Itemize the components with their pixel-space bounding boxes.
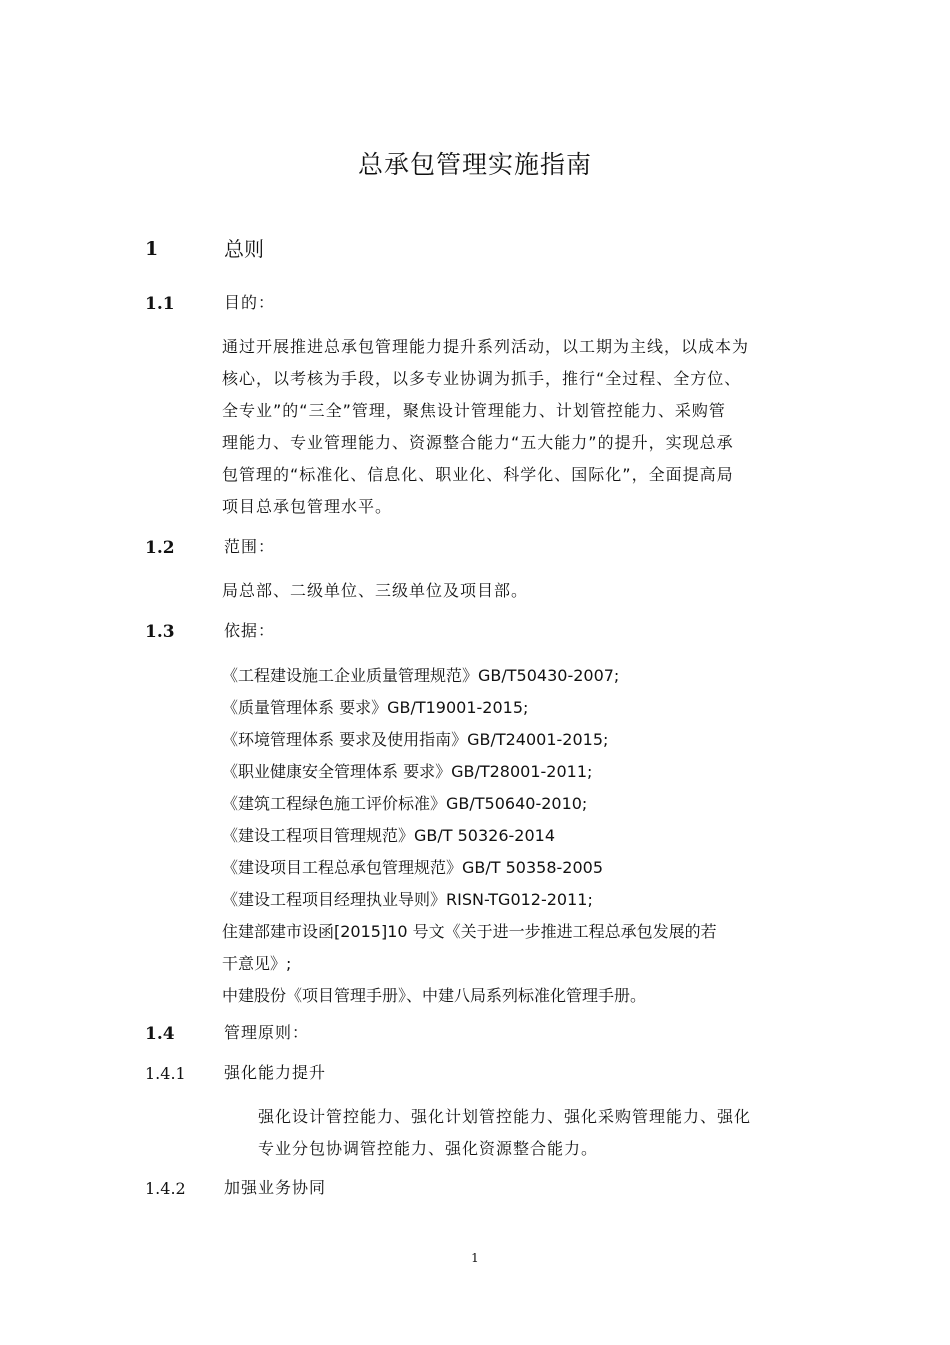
reference-item: 《质量管理体系 要求》GB/T19001-2015; — [222, 698, 529, 717]
reference-item: 《环境管理体系 要求及使用指南》GB/T24001-2015; — [222, 730, 609, 749]
reference-item: 住建部建市设函[2015]10 号文《关于进一步推进工程总承包发展的若 — [222, 922, 717, 941]
paragraph-line: 项目总承包管理水平。 — [222, 497, 393, 516]
document-title: 总承包管理实施指南 — [357, 150, 592, 179]
section-1-4-2-number: 1.4.2 — [145, 1179, 186, 1198]
section-1-4-1-heading: 强化能力提升 — [224, 1063, 327, 1082]
section-1-heading: 总则 — [224, 237, 264, 261]
reference-item: 《建筑工程绿色施工评价标准》GB/T50640-2010; — [222, 794, 588, 813]
paragraph-line: 通过开展推进总承包管理能力提升系列活动，以工期为主线，以成本为 — [222, 337, 750, 356]
paragraph-line: 全专业”的“三全”管理，聚焦设计管理能力、计划管控能力、采购管 — [222, 401, 726, 420]
section-1-3-number: 1.3 — [145, 622, 175, 642]
reference-item: 中建股份《项目管理手册》、中建八局系列标准化管理手册。 — [222, 986, 647, 1005]
section-1-3-heading: 依据： — [224, 621, 276, 640]
section-1-number: 1 — [145, 238, 159, 260]
reference-item: 干意见》; — [222, 954, 292, 973]
paragraph-line: 专业分包协调管控能力、强化资源整合能力。 — [258, 1139, 599, 1158]
section-1-4-1-paragraph — [258, 1101, 818, 1165]
reference-item: 《建设工程项目经理执业导则》RISN-TG012-2011; — [222, 890, 593, 909]
reference-item: 《建设项目工程总承包管理规范》GB/T 50358-2005 — [222, 858, 604, 877]
section-1-4-2-heading: 加强业务协同 — [224, 1178, 327, 1197]
reference-list — [222, 660, 717, 1012]
section-1-2-number: 1.2 — [145, 538, 175, 558]
reference-item: 《工程建设施工企业质量管理规范》GB/T50430-2007; — [222, 666, 620, 685]
paragraph-line: 强化设计管控能力、强化计划管控能力、强化采购管理能力、强化 — [258, 1107, 752, 1126]
section-1-1-heading: 目的： — [224, 293, 276, 312]
section-1-4-number: 1.4 — [145, 1024, 175, 1044]
section-1-2-paragraph: 局总部、二级单位、三级单位及项目部。 — [222, 581, 529, 600]
section-1-1-paragraph — [222, 331, 812, 523]
reference-item: 《建设工程项目管理规范》GB/T 50326-2014 — [222, 826, 556, 845]
section-1-4-1-number: 1.4.1 — [145, 1064, 186, 1083]
paragraph-line: 理能力、专业管理能力、资源整合能力“五大能力”的提升，实现总承 — [222, 433, 734, 452]
section-1-4-heading: 管理原则： — [224, 1023, 310, 1042]
paragraph-line: 核心，以考核为手段，以多专业协调为抓手，推行“全过程、全方位、 — [222, 369, 742, 388]
reference-item: 《职业健康安全管理体系 要求》GB/T28001-2011; — [222, 762, 593, 781]
section-1-1-number: 1.1 — [145, 294, 175, 314]
section-1-2-heading: 范围： — [224, 537, 276, 556]
page-number: 1 — [471, 1251, 479, 1265]
paragraph-line: 包管理的“标准化、信息化、职业化、科学化、国际化”，全面提高局 — [222, 465, 734, 484]
